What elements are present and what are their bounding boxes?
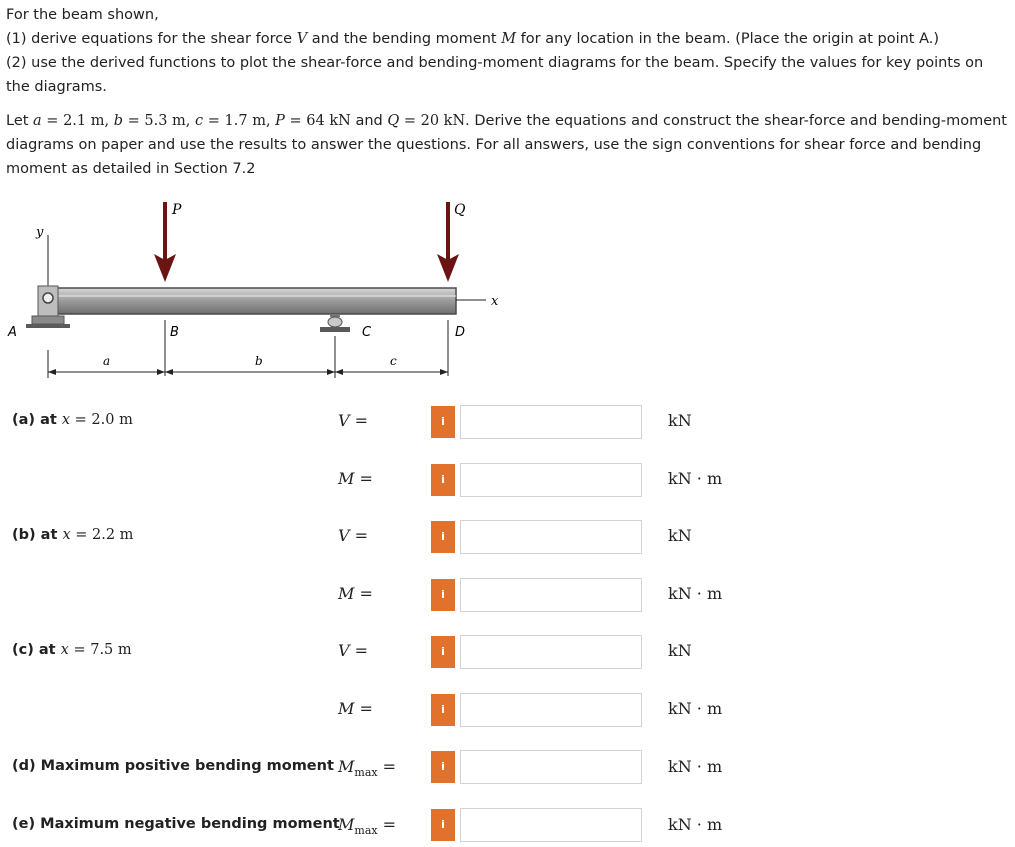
- var-label: M =: [338, 469, 373, 488]
- answer-input-d-mmax[interactable]: [460, 750, 642, 784]
- given-values: Let a = 2.1 m, b = 5.3 m, c = 1.7 m, P = 64 kN and Q = 20 kN. Derive the equations and construct the shear-force and bending-moment diagrams on paper and use the results to answer the questions. For all answers, use the sign conventions for shear force and bending moment as detailed in Section 7.2: [6, 113, 1007, 177]
- intro-line-3: (2) use the derived functions to plot the shear-force and bending-moment diagrams for the beam. Specify the values for key points on the diagrams.: [6, 55, 984, 95]
- dim-c-label: c: [390, 354, 397, 368]
- unit-label: kN · m: [668, 584, 723, 603]
- y-axis-label: y: [36, 225, 44, 240]
- question-d-label: (d) Maximum positive bending moment: [12, 758, 334, 774]
- point-a-label: A: [8, 325, 17, 340]
- intro-line-1: For the beam shown,: [6, 7, 159, 23]
- load-q-label: Q: [454, 202, 466, 218]
- answer-input-b-m[interactable]: [460, 578, 642, 612]
- question-c-label: (c) at x = 7.5 m: [12, 642, 132, 658]
- question-a-label: (a) at x = 2.0 m: [12, 412, 133, 428]
- answer-input-e-mmax[interactable]: [460, 808, 642, 842]
- info-button[interactable]: i: [431, 406, 455, 438]
- answer-input-c-v[interactable]: [460, 635, 642, 669]
- answer-input-b-v[interactable]: [460, 520, 642, 554]
- info-button[interactable]: i: [431, 809, 455, 841]
- var-label: M =: [338, 584, 373, 603]
- answer-input-a-v[interactable]: [460, 405, 642, 439]
- info-button[interactable]: i: [431, 464, 455, 496]
- beam-diagram: [0, 190, 520, 385]
- unit-label: kN: [668, 526, 692, 545]
- unit-label: kN: [668, 411, 692, 430]
- var-label: V =: [338, 641, 369, 660]
- unit-label: kN · m: [668, 469, 723, 488]
- answer-input-a-m[interactable]: [460, 463, 642, 497]
- info-button[interactable]: i: [431, 521, 455, 553]
- question-e-label: (e) Maximum negative bending moment: [12, 816, 340, 832]
- var-label: V =: [338, 411, 369, 430]
- point-c-label: C: [362, 325, 372, 340]
- info-button[interactable]: i: [431, 579, 455, 611]
- unit-label: kN · m: [668, 815, 723, 834]
- answer-input-c-m[interactable]: [460, 693, 642, 727]
- info-button[interactable]: i: [431, 694, 455, 726]
- var-label: $M_{max}$ =: [338, 815, 397, 838]
- unit-label: kN · m: [668, 757, 723, 776]
- point-d-label: D: [455, 325, 466, 340]
- beam: [40, 288, 456, 314]
- roller-support-c: [320, 314, 350, 332]
- point-b-label: B: [170, 325, 179, 340]
- info-button[interactable]: i: [431, 751, 455, 783]
- load-p-label: P: [172, 202, 182, 218]
- intro-line-2: (1) derive equations for the shear force V and the bending moment M for any location in the beam. (Place the origin at point A.): [6, 31, 940, 47]
- dim-b-label: b: [255, 354, 263, 368]
- unit-label: kN · m: [668, 699, 723, 718]
- var-label: $M_{max}$ =: [338, 757, 397, 780]
- x-axis-label: x: [491, 294, 499, 309]
- dim-a-label: a: [103, 354, 111, 368]
- info-button[interactable]: i: [431, 636, 455, 668]
- unit-label: kN: [668, 641, 692, 660]
- var-label: V =: [338, 526, 369, 545]
- var-label: M =: [338, 699, 373, 718]
- question-b-label: (b) at x = 2.2 m: [12, 527, 134, 543]
- problem-statement: [6, 3, 1011, 181]
